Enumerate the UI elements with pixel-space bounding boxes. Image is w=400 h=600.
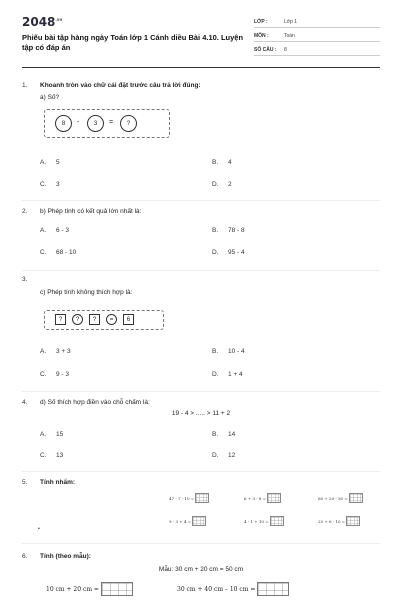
option-b[interactable]	[212, 348, 245, 355]
count-value: 8	[284, 47, 287, 53]
option-letter: B.	[212, 159, 219, 166]
option-value: 3 + 3	[56, 348, 71, 355]
meta-subject	[254, 28, 380, 42]
answer-grid[interactable]	[346, 516, 360, 526]
operation-puzzle	[44, 310, 164, 330]
bullet-dot: •	[38, 526, 40, 532]
question-text: c) Phép tính không thích hợp là:	[40, 289, 133, 296]
calc-expression: 4 - 1 + 10 =	[244, 518, 269, 524]
calc-expression: 47 - 7 - 10 =	[169, 495, 195, 501]
answer-grid[interactable]	[270, 516, 284, 526]
question-3	[22, 276, 380, 386]
option-value: 9 - 3	[56, 371, 70, 378]
option-letter: C.	[40, 181, 47, 188]
option-value: 5	[56, 159, 60, 166]
option-c[interactable]	[40, 452, 63, 459]
header-divider	[22, 67, 380, 68]
question-6	[22, 553, 380, 600]
option-value: 78 - 8	[228, 227, 245, 234]
question-number: 4.	[22, 399, 28, 406]
option-d[interactable]	[212, 249, 245, 256]
option-d[interactable]	[212, 371, 243, 378]
question-instruction: Khoanh tròn vào chữ cái đặt trước câu trả lời đúng:	[40, 82, 201, 89]
logo-suffix: .vn	[55, 17, 63, 22]
puzzle-operator: ?	[72, 314, 83, 325]
puzzle-box: ?	[55, 314, 66, 325]
class-value: Lớp 1	[284, 19, 298, 25]
logo	[22, 15, 62, 29]
meta-class	[254, 14, 380, 28]
option-c[interactable]	[40, 249, 76, 256]
question-1	[22, 82, 380, 197]
option-value: 13	[56, 452, 64, 459]
option-d[interactable]	[212, 181, 232, 188]
option-value: 2	[228, 181, 232, 188]
question-4	[22, 399, 380, 469]
option-value: 14	[228, 431, 236, 438]
option-letter: A.	[40, 227, 47, 234]
option-value: 3	[56, 181, 60, 188]
meta-panel	[254, 14, 380, 56]
answer-grid[interactable]	[349, 493, 363, 503]
option-value: 4	[228, 159, 232, 166]
option-letter: C.	[40, 249, 47, 256]
calc-expression: 30 cm + 40 cm – 10 cm =	[177, 585, 256, 593]
option-letter: D.	[212, 452, 219, 459]
question-text: d) Số thích hợp điền vào chỗ chấm là:	[40, 399, 150, 406]
puzzle-equals: =	[106, 314, 117, 325]
number-puzzle	[44, 109, 170, 138]
question-number: 1.	[22, 82, 28, 89]
calc-item	[244, 516, 284, 526]
question-number: 2.	[22, 208, 28, 215]
divider	[22, 543, 380, 544]
option-letter: A.	[40, 431, 47, 438]
answer-grid[interactable]	[101, 582, 133, 596]
calc-item	[318, 516, 360, 526]
calc-expression: 60 + 20 - 30 =	[318, 495, 348, 501]
option-value: 95 - 4	[228, 249, 245, 256]
calc-item	[46, 582, 133, 596]
option-c[interactable]	[40, 371, 69, 378]
divider	[22, 391, 380, 392]
option-value: 12	[228, 452, 236, 459]
option-b[interactable]	[212, 227, 245, 234]
meta-count	[254, 42, 380, 56]
inequality: 19 - 4 > ..... > 11 + 2	[171, 410, 231, 417]
option-a[interactable]	[40, 431, 63, 438]
calc-item	[169, 493, 209, 503]
divider	[22, 270, 380, 271]
puzzle-circle: 3	[87, 115, 104, 132]
class-label: LỚP :	[254, 19, 268, 25]
puzzle-box: ?	[89, 314, 100, 325]
option-d[interactable]	[212, 452, 235, 459]
answer-grid[interactable]	[257, 582, 289, 596]
calc-expression: 10 cm + 20 cm =	[46, 585, 99, 593]
worksheet-title: Phiếu bài tập hàng ngày Toán lớp 1 Cánh diều Bài 4.10. Luyện tập có đáp án	[22, 33, 244, 52]
answer-grid[interactable]	[195, 493, 209, 503]
option-letter: B.	[212, 227, 219, 234]
option-letter: C.	[40, 371, 47, 378]
option-value: 15	[56, 431, 64, 438]
option-letter: A.	[40, 159, 47, 166]
puzzle-result: 6	[123, 314, 134, 325]
count-label: SỐ CÂU :	[254, 47, 277, 53]
question-text: a) Số?	[40, 94, 60, 101]
option-letter: D.	[212, 249, 219, 256]
example-equation: Mẫu: 30 cm + 20 cm = 50 cm	[158, 566, 244, 573]
question-number: 5.	[22, 479, 28, 486]
question-number: 6.	[22, 553, 28, 560]
puzzle-circle: 8	[55, 115, 72, 132]
question-number: 3.	[22, 276, 28, 283]
subject-value: Toán	[284, 33, 295, 39]
option-value: 68 - 10	[56, 249, 77, 256]
option-value: 6 - 3	[56, 227, 70, 234]
calc-item	[244, 493, 281, 503]
divider	[22, 200, 380, 201]
option-letter: B.	[212, 348, 219, 355]
option-letter: A.	[40, 348, 47, 355]
question-text: Tính nhẩm:	[40, 479, 76, 486]
option-letter: B.	[212, 431, 219, 438]
calc-item	[318, 493, 363, 503]
option-c[interactable]	[40, 181, 60, 188]
question-5	[22, 479, 380, 539]
puzzle-circle-answer: ?	[120, 115, 137, 132]
calc-expression: 9 - 3 + 4 =	[169, 518, 192, 524]
question-2	[22, 208, 380, 268]
question-text: Tính (theo mẫu):	[40, 553, 91, 560]
option-letter: D.	[212, 371, 219, 378]
option-letter: D.	[212, 181, 219, 188]
option-value: 10 - 4	[228, 348, 245, 355]
option-letter: C.	[40, 452, 47, 459]
answer-grid[interactable]	[267, 493, 281, 503]
answer-grid[interactable]	[192, 516, 206, 526]
calc-expression: 25 + 6 - 10 =	[318, 518, 346, 524]
divider	[22, 471, 380, 472]
minus-sign: -	[77, 119, 80, 126]
option-b[interactable]	[212, 159, 232, 166]
question-text: b) Phép tính có kết quả lớn nhất là:	[40, 208, 142, 215]
calc-item	[169, 516, 206, 526]
option-a[interactable]	[40, 227, 69, 234]
option-a[interactable]	[40, 348, 71, 355]
option-b[interactable]	[212, 431, 235, 438]
option-a[interactable]	[40, 159, 60, 166]
subject-label: MÔN :	[254, 33, 269, 39]
calc-expression: 6 + 3 - 8 =	[244, 495, 267, 501]
logo-text: 2048	[22, 15, 56, 29]
equals-sign: =	[109, 119, 114, 126]
option-value: 1 + 4	[228, 371, 243, 378]
calc-item	[177, 582, 289, 596]
